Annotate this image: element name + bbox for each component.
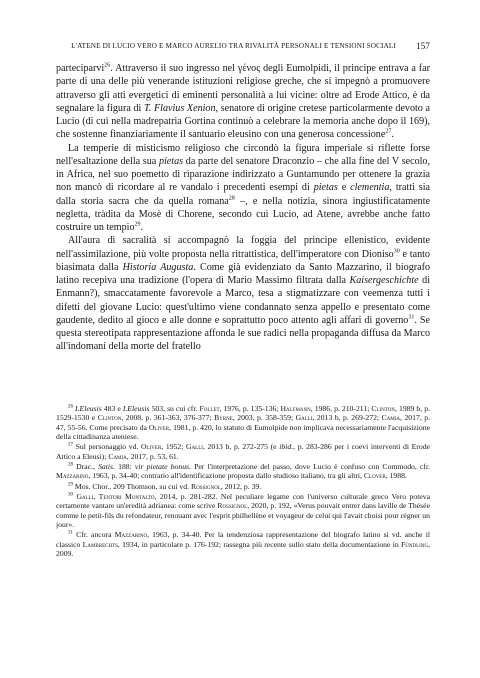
page-number: 157 — [416, 41, 430, 51]
footnote-ref-30[interactable]: 30 — [393, 248, 400, 255]
footnote-28: $^{28}$ Drac., Satis. 188: vir pietate bonus. Per l'interpretazione del passo, dove Lucio è confuso con Commodo, cfr. Mazzarino, 1963, p. 34-40; contrario all'identificazione proposta dallo studioso italiano, tra gli altri, Clover, 1988. — [56, 462, 430, 481]
footnote-ref-27[interactable]: 27 — [385, 128, 392, 135]
footnote-30: $^{30}$ Galli, Tentori Montalto, 2014, p. 281-282. Nel peculiare legame con l'universo culturale greco Vero poteva certamente vantare un'eredità adrianea: come scrive Rossignol, 2020, p. 192, «Verus pouvait entrer dans laville de Thésée comme le petit-fils du refondateur, renouant avec l'esprit philhellène et voyageur de celui qui l'avait choisi pour régner un jour». — [56, 492, 430, 530]
footnote-ref-31[interactable]: 31 — [408, 314, 415, 321]
paragraph-2: La temperie di misticismo religioso che circondò la figura imperiale si riflette forse nell'esaltazione della sua pietas da parte del senatore Draconzio – che alla fine del V secolo, in Africa, nel suo poemetto di riparazione indirizzato a Guntamundo per ottenere la grazia non mancò di ricordare al re vandalo i precedenti esempi di pietas e clementia, tratti sia dalla storia sacra che da quella romana$^{28}$ –, e nella notizia, sinora ingiustificatamente negletta, tràdita da Mosè di Chorene, secondo cui Lucio, ad Atene, avrebbe anche fatto costruire un tempio$^{29}$. — [56, 142, 431, 233]
paragraph-1: parteciparvi$^{26}$. Attraverso il suo ingresso nel γένος degli Eumolpidi, il principe entrava a far parte di una delle più venerande istituzioni religiose greche, che si impegnò a promuovere attraverso gli atti evergetici di eminenti personalità a lui vicine: oltre ad Erode Attico, è da segnalare la figura di T. Flavius Xenion, senatore di origine cretese particolarmente devoto a Lucio (di cui nella madrepatria Gortina continuò a celebrare la memoria anche dopo il 169), che sostenne finanziariamente il santuario eleusino con una generosa concessione$^{27}$. — [56, 62, 430, 141]
paragraph-3: All'aura di sacralità si accompagnò la foggia del principe ellenistico, evidente nell'assimilazione, più volte proposta nella ritrattistica, dell'imperatore con Dioniso$^{30}$ e tanto biasimata dalla Historia Augusta. Come già evidenziato da Santo Mazzarino, il biografo latino recepiva una tradizione (l'opera di Mario Massimo filtrata dalla Kaisergeschichte di Enmann?), smaccatamente favorevole a Marco, tesa a stigmatizzare con veemenza tutti i difetti del giovane Lucio: quest'ultimo viene condannato senza appello e presentato come gaudente, dedito al gioco e alle donne e soprattutto poco attento agli affari di governo$^{31}$. Se questa stereotipata rappresentazione affonda le sue radici nella propaganda diffusa da Marco all'indomani della morte del fratello — [56, 235, 431, 353]
footnote-ref-29[interactable]: 29 — [134, 221, 141, 228]
footnotes — [56, 404, 430, 560]
running-title: L'ATENE DI LUCIO VERO E MARCO AURELIO TRA RIVALITÀ PERSONALI E TENSIONI SOCIALI — [71, 42, 396, 50]
footnote-27: $^{27}$ Sul personaggio vd. Oliver, 1952; Galli, 2013 b, p. 272-275 (e ibid., p. 283-286 per i coevi interventi di Erode Attico a Eleusi); Camia, 2017, p. 53, 61. — [56, 442, 430, 461]
footnote-ref-28[interactable]: 28 — [228, 195, 235, 202]
footnote-29: $^{29}$ Mos. Chor., 209 Thomson, su cui vd. Rossignol, 2012, p. 39. — [68, 481, 262, 491]
footnote-ref-26[interactable]: 26 — [104, 62, 111, 69]
footnote-31: $^{31}$ Cfr. ancora Mazzarino, 1963, p. 34-40. Per la tendenziosa rappresentazione del biografo latino si vd. anche il classico Lambrechts, 1934, in particolare p. 176-192; rassegna più recente sullo stato della documentazione in Fündling, 2009. — [56, 530, 430, 559]
footnote-26: $^{26}$ I.Eleusis 483 e I.Eleusis 503, su cui cfr. Follet, 1976, p. 135-136; Halfmann, 1986, p. 210-211; Clinton, 1989 b, p. 1529-1530 e Clinton, 2008, p. 361-363, 376-377; Byrne, 2003, p. 358-359; Galli, 2013 b, p. 269-272; Camia, 2017, p. 47, 55-56. Come precisato da Oliver, 1981, p. 420, lo statuto di Eumolpide non implicava necessariamente l'acquisizione della cittadinanza ateniese. — [56, 404, 430, 442]
running-header — [56, 42, 430, 50]
main-text — [56, 62, 430, 354]
